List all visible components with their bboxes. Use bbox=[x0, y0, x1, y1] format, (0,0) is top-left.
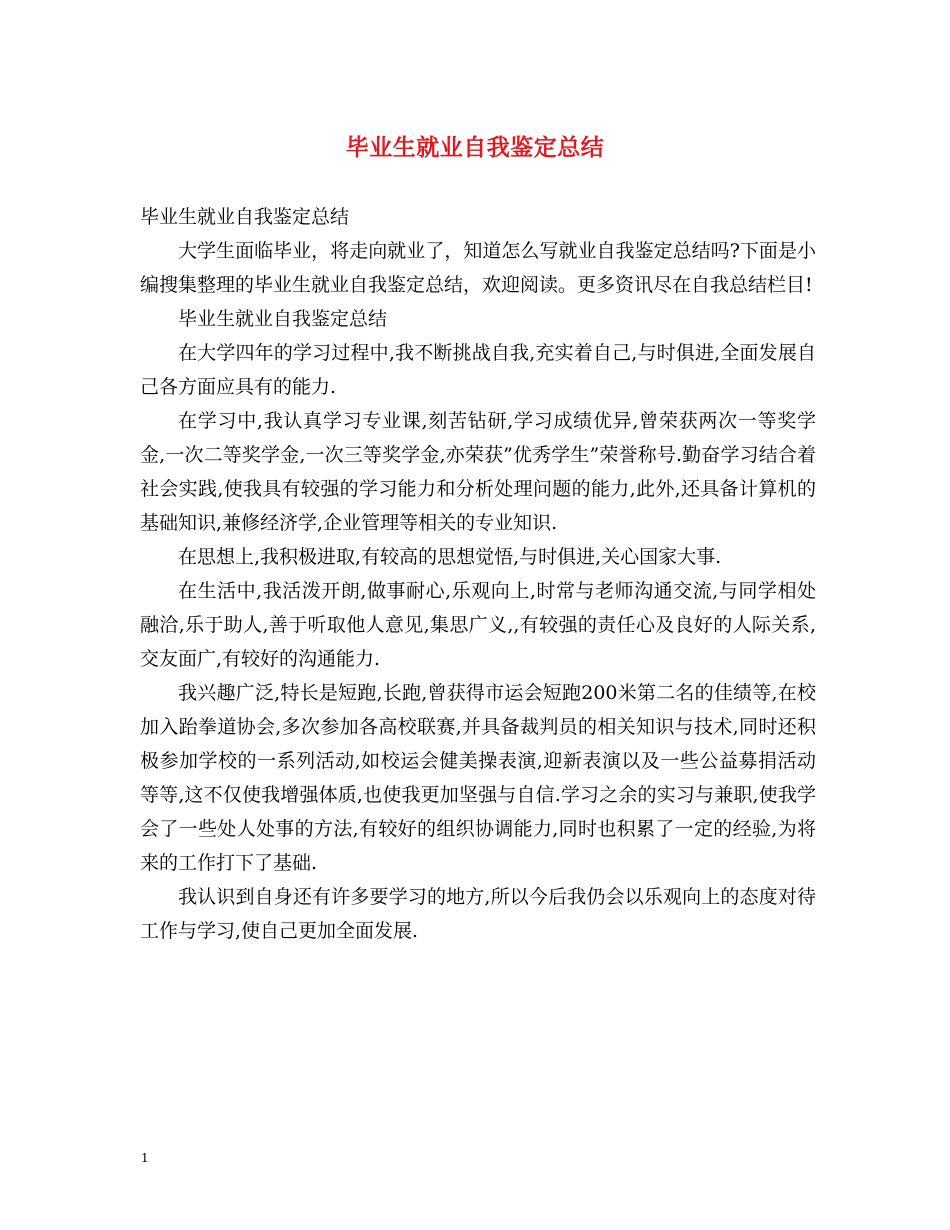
paragraph-subtitle: 毕业生就业自我鉴定总结 bbox=[140, 206, 350, 228]
paragraph-thought: 在思想上,我积极进取,有较高的思想觉悟,与时俱进,关心国家大事. bbox=[178, 546, 722, 568]
paragraph-conclusion: 我认识到自身还有许多要学习的地方,所以今后我仍会以乐观向上的态度对待工作与学习,使自己更加全面发展. bbox=[140, 886, 816, 942]
document-title: 毕业生就业自我鉴定总结 bbox=[345, 134, 605, 161]
page-number: 1 bbox=[141, 1151, 149, 1165]
document-body bbox=[140, 200, 816, 948]
paragraph-study: 在学习中,我认真学习专业课,刻苦钻研,学习成绩优异,曾荣获两次一等奖学金,一次二等奖学金,一次三等奖学金,亦荣获”优秀学生”荣誉称号.勤奋学习结合着社会实践,使我具有较强的学习能力和分析处理问题的能力,此外,还具备计算机的基础知识,兼修经济学,企业管理等相关的专业知识. bbox=[140, 410, 816, 534]
paragraph-life: 在生活中,我活泼开朗,做事耐心,乐观向上,时常与老师沟通交流,与同学相处融洽,乐于助人,善于听取他人意见,集思广义,,有较强的责任心及良好的人际关系,交友面广,有较好的沟通能力. bbox=[140, 580, 816, 670]
paragraph-intro: 大学生面临毕业，将走向就业了，知道怎么写就业自我鉴定总结吗?下面是小编搜集整理的毕业生就业自我鉴定总结，欢迎阅读。更多资讯尽在自我总结栏目! bbox=[140, 240, 816, 296]
paragraph-interests: 我兴趣广泛,特长是短跑,长跑,曾获得市运会短跑200米第二名的佳绩等,在校加入跆拳道协会,多次参加各高校联赛,并具备裁判员的相关知识与技术,同时还积极参加学校的一系列活动,如校运会健美操表演,迎新表演以及一些公益募捐活动等等,这不仅使我增强体质,也使我更加坚强与自信.学习之余的实习与兼职,使我学会了一些处人处事的方法,有较好的组织协调能力,同时也积累了一定的经验,为将来的工作打下了基础. bbox=[140, 682, 816, 874]
paragraph-section-heading: 毕业生就业自我鉴定总结 bbox=[178, 308, 388, 330]
paragraph-overview: 在大学四年的学习过程中,我不断挑战自我,充实着自己,与时俱进,全面发展自己各方面应具有的能力. bbox=[140, 342, 816, 398]
